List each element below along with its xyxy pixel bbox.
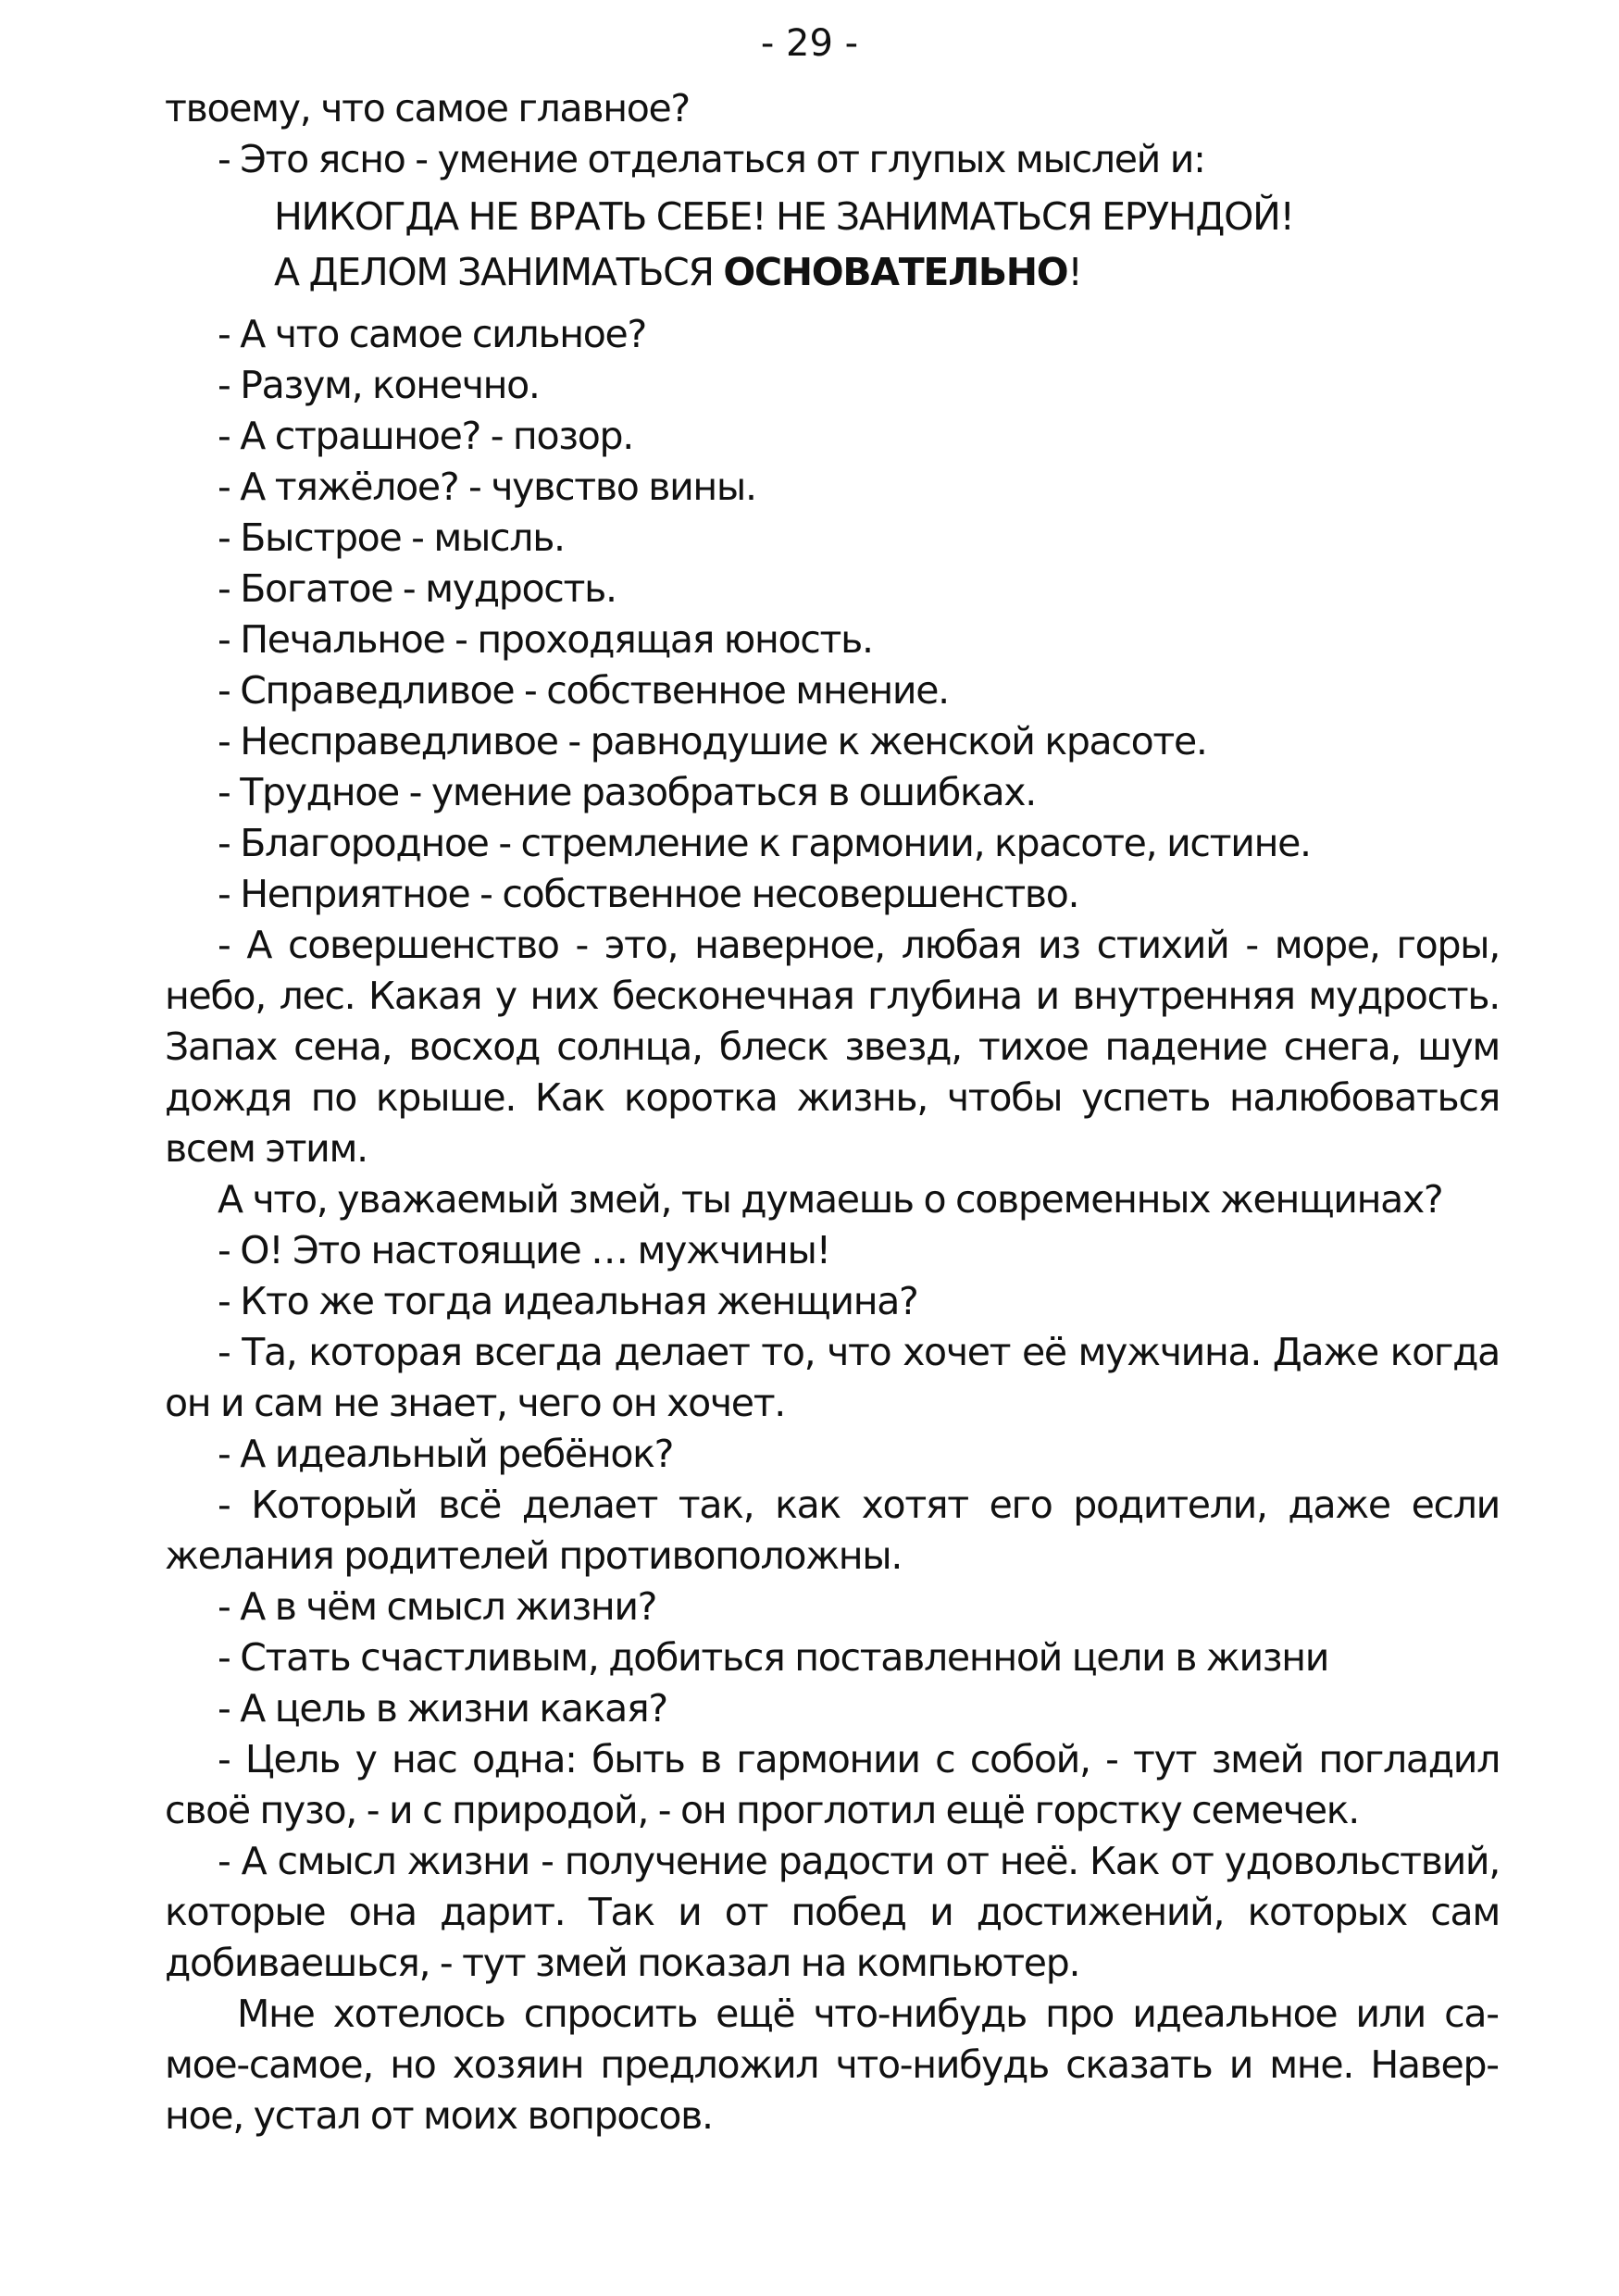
paragraph: - О! Это настоящие … мужчины! bbox=[218, 1228, 830, 1272]
page-text bbox=[165, 83, 1500, 2141]
paragraph: - А в чём смысл жизни? bbox=[218, 1584, 657, 1629]
paragraph: - Цель у нас одна: быть в гармонии с собой, - тут змей погладил своё пузо, - и с природой, - он проглотил ещё горстку семечек. bbox=[165, 1737, 1500, 1832]
paragraph: - Быстрое - мысль. bbox=[218, 515, 565, 560]
paragraph: - А идеальный ребёнок? bbox=[218, 1432, 674, 1476]
paragraph: - А страшное? - позор. bbox=[218, 414, 633, 458]
paragraph: - А совершенство - это, наверное, любая из стихий - море, горы, небо, лес. Какая у них бесконечная глубина и внутренняя мудрость. Запах сена, восход солнца, блеск звезд, тихое падение снега, шум дождя по крыше. Как коротка жизнь, чтобы успеть налюбоваться всем этим. bbox=[165, 923, 1500, 1171]
paragraph: - Это ясно - умение отделаться от глупых мыслей и: bbox=[218, 137, 1205, 181]
paragraph: - Разум, конечно. bbox=[218, 363, 540, 407]
paragraph: - Стать счастливым, добиться поставленной цели в жизни bbox=[218, 1635, 1329, 1680]
emphasis-line: НИКОГДА НЕ ВРАТЬ СЕБЕ! НЕ ЗАНИМАТЬСЯ ЕРУНДОЙ! bbox=[274, 194, 1294, 239]
paragraph: - Благородное - стремление к гармонии, красоте, истине. bbox=[218, 821, 1311, 865]
paragraph: - Печальное - проходящая юность. bbox=[218, 617, 873, 662]
emphasis-text: А ДЕЛОМ ЗАНИМАТЬСЯ bbox=[274, 250, 724, 294]
paragraph: - А что самое сильное? bbox=[218, 312, 646, 356]
paragraph: - А цель в жизни какая? bbox=[218, 1686, 667, 1731]
paragraph: - Неприятное - собственное несовершенство. bbox=[218, 872, 1079, 916]
paragraph: - Трудное - умение разобраться в ошибках. bbox=[218, 770, 1036, 814]
paragraph: твоему, что самое главное? bbox=[165, 86, 690, 130]
paragraph: - Богатое - мудрость. bbox=[218, 566, 616, 611]
paragraph: - Кто же тогда идеальная женщина? bbox=[218, 1279, 918, 1323]
emphasis-block bbox=[274, 189, 1500, 300]
paragraph: - Справедливое - собственное мнение. bbox=[218, 668, 949, 713]
paragraph: А что, уважаемый змей, ты думаешь о современных женщинах? bbox=[218, 1177, 1443, 1222]
paragraph: - Та, которая всегда делает то, что хочет её мужчина. Даже когда он и сам не знает, чего он хочет. bbox=[165, 1330, 1500, 1425]
paragraph: - Несправедливое - равнодушие к женской красоте. bbox=[218, 719, 1207, 763]
emphasis-bold-word: ОСНОВАТЕЛЬНО bbox=[723, 250, 1068, 294]
paragraph: - А смысл жизни - получение радости от неё. Как от удовольствий, которые она дарит. Так и от побед и достижений, которых сам добиваешься, - тут змей показал на компьютер. bbox=[165, 1839, 1500, 1985]
emphasis-text: ! bbox=[1067, 250, 1082, 294]
paragraph: - Который всё делает так, как хотят его родители, даже если желания родителей противоположны. bbox=[165, 1483, 1500, 1578]
emphasis-line bbox=[274, 244, 1500, 300]
paragraph: Мне хотелось спросить ещё что-нибудь про идеальное или самое-самое, но хозяин предложил что-нибудь сказать и мне. Наверное, устал от моих вопросов. bbox=[165, 1992, 1500, 2138]
page-number: - 29 - bbox=[760, 22, 859, 65]
paragraph: - А тяжёлое? - чувство вины. bbox=[218, 465, 756, 509]
